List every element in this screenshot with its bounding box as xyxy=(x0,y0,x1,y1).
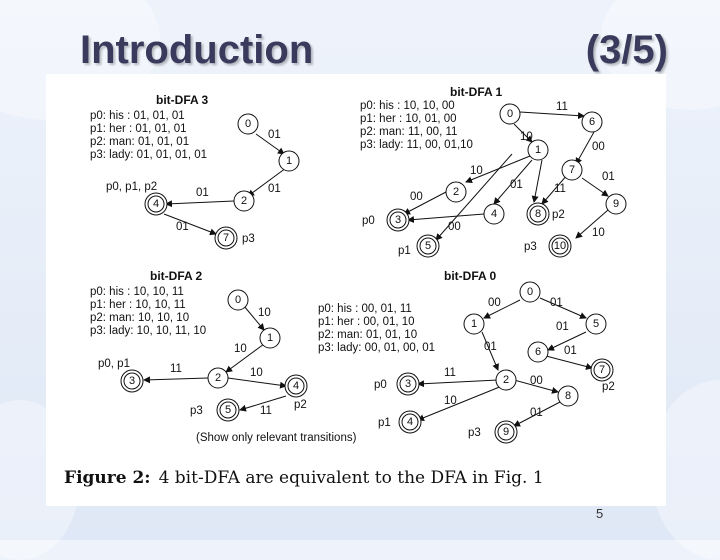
dfa1-node-label: 4 xyxy=(490,208,498,220)
dfa0-p1-label: p1 xyxy=(378,417,391,429)
dfa1-title: bit-DFA 1 xyxy=(450,85,503,99)
caption-text: 4 bit-DFA are equivalent to the DFA in Fig. 1 xyxy=(158,468,544,488)
dfa0-edge xyxy=(418,386,502,420)
dfa3-edge-label: 01 xyxy=(268,129,281,141)
dfa0-line-0: p0: his : 00, 01, 11 xyxy=(318,303,412,315)
figure-caption xyxy=(64,468,664,488)
dfa1-line-0: p0: his : 10, 10, 00 xyxy=(360,100,455,112)
dfa0-edge-label: 00 xyxy=(530,375,543,387)
dfa2-p2-label: p2 xyxy=(294,399,307,411)
dfa3-edge-label: 01 xyxy=(176,221,189,233)
dfa3-edge-label: 01 xyxy=(268,183,281,195)
dfa1-edge-label: 01 xyxy=(602,171,615,183)
dfa0-edge-label: 00 xyxy=(488,297,501,309)
dfa1-node-label: 3 xyxy=(394,214,402,226)
dfa1-edge-label: 11 xyxy=(556,101,568,113)
bit-dfa-3 xyxy=(90,93,299,249)
bit-dfa-0 xyxy=(318,269,615,443)
dfa0-edge-label: 01 xyxy=(484,341,497,353)
dfa1-edge-label: 00 xyxy=(592,141,605,153)
dfa1-line-1: p1: her : 10, 01, 00 xyxy=(360,113,457,125)
dfa1-node-label: 10 xyxy=(553,240,567,252)
dfa1-edge xyxy=(520,112,584,116)
dfa0-node-label: 2 xyxy=(502,374,510,386)
dfa2-edge xyxy=(228,378,286,386)
dfa2-edge-label: 10 xyxy=(250,367,263,379)
dfa3-edge-label: 01 xyxy=(196,187,209,199)
dfa2-title: bit-DFA 2 xyxy=(150,269,203,283)
dfa3-node-label: 2 xyxy=(240,195,248,207)
dfa2-line-2: p2: man: 10, 10, 10 xyxy=(90,312,190,324)
dfa1-node-label: 9 xyxy=(612,198,620,210)
dfa3-line-0: p0: his : 01, 01, 01 xyxy=(90,110,185,122)
dfa0-p2-label: p2 xyxy=(602,381,615,393)
dfa3-line-2: p2: man: 01, 01, 01 xyxy=(90,136,190,148)
dfa1-node-label: 8 xyxy=(534,208,542,220)
dfa1-edge xyxy=(534,160,542,202)
dfa0-edge xyxy=(546,356,592,368)
dfa2-line-1: p1: her : 10, 10, 11 xyxy=(90,299,186,311)
dfa0-p3-label: p3 xyxy=(468,427,481,439)
dfa2-edge xyxy=(144,378,208,380)
dfa1-node-label: 0 xyxy=(506,108,514,120)
dfa2-node-label: 4 xyxy=(292,380,300,392)
dfa1-edge-label: 00 xyxy=(410,191,423,203)
dfa1-edge-label: 10 xyxy=(520,131,533,143)
dfa3-node-label: 4 xyxy=(152,198,160,210)
dfa0-edge-label: 01 xyxy=(564,345,577,357)
figure-panel xyxy=(46,74,666,506)
dfa0-line-2: p2: man: 01, 01, 10 xyxy=(318,329,418,341)
dfa3-node-label: 7 xyxy=(222,232,230,244)
dfa1-edge xyxy=(408,214,484,220)
dfa0-node-label: 9 xyxy=(502,426,510,438)
dfa3-node-label: 1 xyxy=(285,155,293,167)
caption-label: Figure 2: xyxy=(64,468,151,488)
dfa2-edge-label: 10 xyxy=(234,343,247,355)
dfa0-line-1: p1: her : 00, 01, 10 xyxy=(318,316,415,328)
dfa3-title: bit-DFA 3 xyxy=(156,93,209,107)
dfa2-node-label: 2 xyxy=(214,372,222,384)
dfa0-line-3: p3: lady: 00, 01, 00, 01 xyxy=(318,342,436,354)
dfa0-edge-label: 11 xyxy=(444,367,456,379)
dfa0-edge-label: 01 xyxy=(550,297,563,309)
dfa2-line-0: p0: his : 10, 10, 11 xyxy=(90,286,184,298)
dfa2-node-label: 1 xyxy=(266,332,274,344)
bit-dfa-figure xyxy=(46,74,666,506)
slide-title: Introduction xyxy=(80,28,314,72)
dfa1-edge-label: 00 xyxy=(448,221,461,233)
dfa3-edge xyxy=(164,214,216,234)
dfa0-node-label: 5 xyxy=(592,318,600,330)
dfa3-line-3: p3: lady: 01, 01, 01, 01 xyxy=(90,149,208,161)
dfa0-node-label: 8 xyxy=(564,390,572,402)
dfa1-p1-label: p1 xyxy=(398,245,411,257)
dfa1-edge-label: 10 xyxy=(592,227,605,239)
relevant-transitions-note: (Show only relevant transitions) xyxy=(196,432,357,444)
dfa2-node-label: 0 xyxy=(234,294,242,306)
dfa0-edge xyxy=(418,380,498,384)
dfa1-p2-label: p2 xyxy=(552,209,565,221)
dfa3-line-1: p1: her : 01, 01, 01 xyxy=(90,123,187,135)
dfa0-node-label: 6 xyxy=(534,346,542,358)
dfa1-node-label: 7 xyxy=(568,164,576,176)
dfa1-node-label: 5 xyxy=(424,240,432,252)
dfa1-p0-label: p0 xyxy=(362,215,375,227)
bit-dfa-1 xyxy=(360,85,626,257)
dfa0-edge-label: 10 xyxy=(444,395,457,407)
page-number: 5 xyxy=(596,506,604,521)
dfa2-node-label: 3 xyxy=(128,375,136,387)
dfa2-accept-label: p0, p1 xyxy=(98,358,130,370)
dfa1-edge-label: 10 xyxy=(470,165,483,177)
dfa3-accept-label: p0, p1, p2 xyxy=(106,181,158,193)
dfa2-edge-label: 11 xyxy=(170,363,182,375)
dfa0-node-label: 4 xyxy=(406,416,414,428)
dfa1-p3-label: p3 xyxy=(524,241,537,253)
dfa1-edge-label: 01 xyxy=(510,179,523,191)
dfa0-node-label: 0 xyxy=(526,286,534,298)
dfa0-title: bit-DFA 0 xyxy=(444,269,497,283)
dfa1-line-2: p2: man: 11, 00, 11 xyxy=(360,126,458,138)
dfa3-node-label: 0 xyxy=(244,118,252,130)
dfa2-edge-label: 11 xyxy=(260,405,272,417)
dfa3-p3-label: p3 xyxy=(242,233,255,245)
dfa0-edge-label: 01 xyxy=(530,407,543,419)
dfa1-edge-label: 11 xyxy=(554,183,566,195)
dfa0-node-label: 1 xyxy=(470,318,478,330)
dfa2-edge-label: 10 xyxy=(258,307,271,319)
dfa1-node-label: 2 xyxy=(452,186,460,198)
bit-dfa-2 xyxy=(90,269,307,421)
slide-section-counter: (3/5) xyxy=(585,28,668,72)
dfa1-node-label: 1 xyxy=(534,144,542,156)
dfa1-node-label: 6 xyxy=(588,116,596,128)
dfa0-p0-label: p0 xyxy=(374,379,387,391)
dfa3-edge xyxy=(166,201,234,204)
dfa2-line-3: p3: lady: 10, 10, 11, 10 xyxy=(90,325,207,337)
dfa0-edge xyxy=(540,298,586,318)
dfa2-p3-label: p3 xyxy=(190,405,203,417)
dfa1-line-3: p3: lady: 11, 00, 01,10 xyxy=(360,139,473,151)
dfa0-edge-label: 01 xyxy=(556,321,569,333)
dfa0-node-label: 3 xyxy=(404,378,412,390)
dfa0-node-label: 7 xyxy=(598,364,606,376)
dfa2-node-label: 5 xyxy=(224,404,232,416)
